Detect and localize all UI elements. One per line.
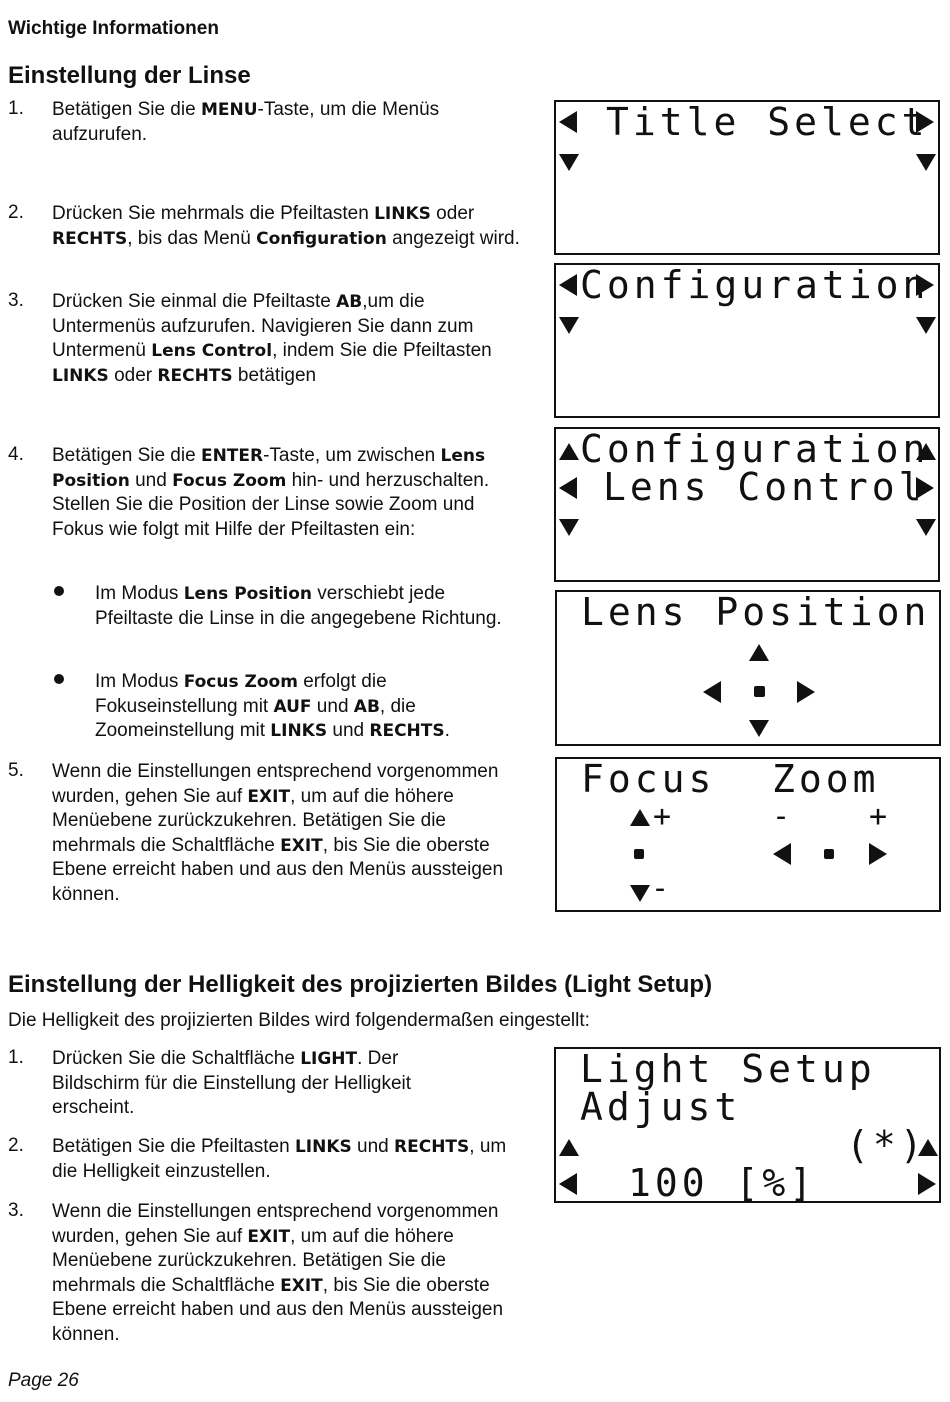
lcd-line: Focus [581,757,716,801]
step-number: 3. [8,1200,24,1221]
text-run: Drücken Sie einmal die Pfeiltaste [52,291,337,312]
lcd-line: Light Setup [580,1047,876,1091]
bold-term: RECHTS [394,1137,470,1157]
arrow-down-icon [559,519,579,536]
arrow-right-icon [916,274,934,296]
plus-sign: + [869,799,892,834]
text-run: , um auf die höhere Menüebene zurückzukehren. Betätigen Sie die mehrmals die Schaltfläche [52,1225,454,1296]
text-run: , die Zoomeinstellung mit [95,695,416,741]
text-run: , bis Sie die oberste Ebene erreicht haben und aus den Menüs aussteigen können. [52,834,504,905]
center-dot-icon [824,849,834,859]
text-run: oder [108,364,158,386]
lcd-configuration [554,263,940,418]
step-text [52,444,507,542]
text-run: . Der Bildschirm für die Einstellung der Helligkeit erscheint. [52,1048,412,1118]
bold-term: EXIT [280,835,323,856]
arrow-down-icon [916,317,936,334]
step-number: 5. [8,760,24,781]
arrow-left-icon [559,274,577,296]
section-title-lens: Einstellung der Linse [8,62,251,89]
step-text [52,1200,522,1347]
lcd-star: (*) [846,1123,927,1167]
step-text [52,760,522,907]
minus-sign: - [651,871,674,906]
bold-term: EXIT [280,1275,323,1296]
bullet-text [95,670,515,744]
bold-term: Lens Position [183,584,313,604]
arrow-right-icon [916,111,934,133]
bold-term: ENTER [200,446,264,466]
text-run: und [351,1136,395,1157]
section-title-light: Einstellung der Helligkeit des projizierten Bildes (Light Setup) [8,971,713,998]
bold-term: LIGHT [300,1049,358,1069]
arrow-up-icon [918,1139,938,1156]
page-number: Page 26 [8,1370,79,1391]
text-run: erfolgt die Fokuseinstellung mit [95,671,387,717]
step-text [52,1047,472,1121]
lcd-line: Lens Control [603,465,926,509]
minus-sign: - [772,799,795,834]
step-number: 2. [8,1135,24,1156]
arrow-right-icon [918,1173,936,1195]
step-number: 1. [8,1047,24,1068]
bold-term: Lens Control [151,341,273,361]
arrow-up-icon [630,809,650,826]
page-header: Wichtige Informationen [8,18,219,39]
bullet-text [95,582,505,631]
text-run: Betätigen Sie die Pfeiltasten [52,1136,295,1157]
bold-term: RECHTS [369,721,445,741]
bold-term: EXIT [247,786,291,807]
text-run: und [327,720,370,741]
bold-term: LINKS [374,204,431,224]
section-intro: Die Helligkeit des projizierten Bildes wird folgendermaßen eingestellt: [8,1010,590,1031]
bold-term: MENU [200,100,258,120]
arrow-down-icon [630,885,650,902]
lcd-line: Zoom [772,757,880,801]
step-number: 3. [8,290,24,311]
center-dot-icon [754,686,765,697]
step-number: 1. [8,98,24,119]
arrow-up-icon [749,644,769,661]
text-run: Betätigen Sie die [52,99,201,120]
arrow-left-icon [559,111,577,133]
arrow-up-icon [559,1139,579,1156]
bold-term: EXIT [247,1226,291,1247]
text-run: hin- und herzuschalten. Stellen Sie die Position der Linse sowie Zoom und Fokus wie folgt mit Hilfe der Pfeiltasten ein: [52,469,490,540]
step-text [52,1135,522,1184]
bold-term: Focus Zoom [172,470,287,491]
lcd-lens-control [554,427,940,582]
text-run: oder [430,203,475,224]
lcd-line: Title Select [606,100,929,144]
lcd-focus-zoom [555,757,941,912]
lcd-title-select [554,100,940,255]
arrow-left-icon [773,843,791,865]
text-run: , bis das Menü [127,227,257,249]
arrow-down-icon [916,519,936,536]
bold-term: Lens Position [52,446,486,491]
text-run: Im Modus [95,583,184,604]
step-number: 2. [8,202,24,223]
arrow-down-icon [916,154,936,171]
bold-term: LINKS [270,721,328,741]
arrow-down-icon [749,720,769,737]
arrow-right-icon [797,681,815,703]
arrow-left-icon [559,477,577,499]
arrow-down-icon [559,317,579,334]
arrow-right-icon [916,477,934,499]
text-run: . [444,720,450,741]
text-run: , um die Helligkeit einzustellen. [52,1136,507,1182]
text-run: Betätigen Sie die [52,445,201,466]
plus-sign: + [653,799,676,834]
bold-term: LINKS [294,1137,352,1157]
text-run: und [311,695,354,717]
arrow-down-icon [559,154,579,171]
lcd-line: Lens Position [581,590,931,634]
text-run: Wenn die Einstellungen entsprechend vorgenommen wurden, gehen Sie auf [52,761,499,807]
arrow-left-icon [559,1173,577,1195]
lcd-line: Configuration [580,263,930,307]
text-run: Wenn die Einstellungen entsprechend vorgenommen wurden, gehen Sie auf [52,1201,499,1247]
bold-term: AB [353,696,380,717]
arrow-left-icon [703,681,721,703]
text-run: , bis Sie die oberste Ebene erreicht haben und aus den Menüs aussteigen können. [52,1274,504,1345]
lcd-lens-position [555,590,941,746]
bold-term: RECHTS [157,365,233,386]
text-run: betätigen [232,364,317,386]
arrow-up-icon [559,443,579,460]
bold-term: AUF [273,696,312,717]
lcd-value: 100 [%] [628,1161,817,1205]
text-run: -Taste, um zwischen [263,445,441,466]
text-run: ,um die Untermenüs aufzurufen. Navigieren Sie dann zum Untermenü [52,291,474,361]
lcd-light-setup [554,1047,941,1203]
bold-term: RECHTS [52,228,128,249]
bullet-dot [54,674,64,684]
step-text [52,98,507,147]
bullet-dot [54,586,64,596]
text-run: und [129,469,173,491]
text-run: , um auf die höhere Menüebene zurückzukehren. Betätigen Sie die mehrmals die Schaltfläche [52,785,454,856]
step-number: 4. [8,444,24,465]
text-run: Drücken Sie mehrmals die Pfeiltasten [52,203,375,224]
text-run: Drücken Sie die Schaltfläche [52,1048,301,1069]
bold-term: Configuration [256,228,387,249]
bold-term: LINKS [52,365,109,386]
text-run: Im Modus [95,671,184,692]
text-run: , indem Sie die Pfeiltasten [272,340,492,361]
text-run: angezeigt wird. [386,227,520,249]
lcd-line: Configuration [580,427,930,471]
bold-term: AB [336,292,363,312]
arrow-up-icon [916,443,936,460]
center-dot-icon [634,849,644,859]
bold-term: Focus Zoom [183,672,298,692]
arrow-right-icon [869,843,887,865]
step-text [52,290,512,388]
step-text [52,202,522,251]
text-run: -Taste, um die Menüs aufzurufen. [52,99,440,145]
text-run: verschiebt jede Pfeiltaste die Linse in die angegebene Richtung. [95,583,502,629]
lcd-line: Adjust [580,1085,742,1129]
